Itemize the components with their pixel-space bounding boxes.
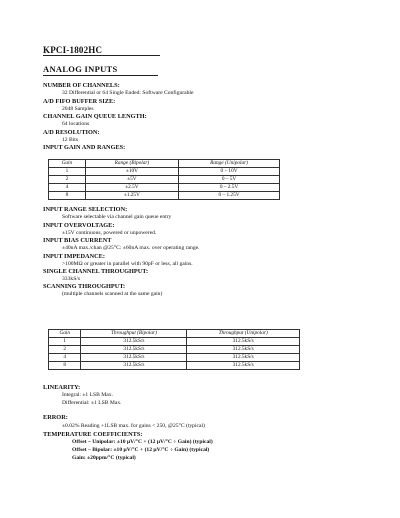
table-cell: 4 (49, 184, 86, 192)
scan-throughput-table (48, 329, 300, 370)
error-value: ±0.02% Reading +1LSB max. for gains < 250, @25°C (typical) (62, 423, 205, 429)
table-cell: ±2.5V (85, 184, 178, 192)
linearity-heading: LINEARITY: (43, 384, 81, 391)
single-throughput-heading: SINGLE CHANNEL THROUGHPUT: (43, 268, 149, 275)
table-row (49, 192, 280, 200)
queue-heading: CHANNEL GAIN QUEUE LENGTH: (43, 113, 147, 120)
table-cell: 0 – 1.25V (179, 192, 280, 200)
table-cell: 1 (49, 338, 81, 346)
table-cell: ±1.25V (85, 192, 178, 200)
fifo-heading: A/D FIFO BUFFER SIZE: (43, 98, 116, 105)
scanning-heading: SCANNING THROUGHPUT: (43, 283, 126, 290)
table-header-cell: Range (Unipolar) (179, 160, 280, 168)
table-header-cell: Gain (49, 330, 81, 338)
table-header-cell: Range (Bipolar) (85, 160, 178, 168)
table-header-cell: Gain (49, 160, 86, 168)
single-throughput-value: 333kS/s (62, 276, 81, 282)
title-underline (43, 55, 160, 56)
table-cell: 2 (49, 176, 86, 184)
page-title: KPCI-1802HC (43, 45, 103, 55)
overvoltage-value: ±15V continuous, powered or unpowered. (62, 230, 157, 236)
queue-value: 64 locations (62, 121, 90, 127)
table-cell: 312.5kS/s (187, 346, 300, 354)
table-cell: 312.5kS/s (187, 354, 300, 362)
bias-current-value: ±40nA max./chan @25°C: ±60nA max. over operating range. (62, 245, 200, 251)
bias-current-heading: INPUT BIAS CURRENT (43, 237, 112, 244)
table-cell: 1 (49, 168, 86, 176)
table-cell: 312.5kS/s (81, 338, 187, 346)
table-cell: 8 (49, 192, 86, 200)
table-cell: 4 (49, 354, 81, 362)
fifo-value: 2048 Samples (62, 106, 94, 112)
scanning-value: (multiple channels scanned at the same gain) (62, 291, 163, 297)
table-cell: 2 (49, 346, 81, 354)
impedance-heading: INPUT IMPEDANCE: (43, 253, 105, 260)
table-header-cell: Throughput (Unipolar) (187, 330, 300, 338)
overvoltage-heading: INPUT OVERVOLTAGE: (43, 222, 115, 229)
error-heading: ERROR: (43, 414, 68, 421)
table-cell: 0 – 5V (179, 176, 280, 184)
table-cell: 312.5kS/s (81, 346, 187, 354)
table-cell: 312.5kS/s (81, 354, 187, 362)
section-heading: ANALOG INPUTS (43, 64, 118, 74)
tempco-heading: TEMPERATURE COEFFICIENTS: (43, 431, 143, 438)
table-row (49, 176, 280, 184)
channels-value: 32 Differential or 64 Single Ended: Software Configurable (62, 90, 194, 96)
table-row (49, 354, 300, 362)
table-row (49, 168, 280, 176)
linearity-integral: Integral: ±1 LSB Max. (62, 392, 113, 398)
table-cell: 312.5kS/s (81, 362, 187, 370)
impedance-value: >100MΩ or greater in parallel with 90pF or less, all gains. (62, 261, 193, 267)
table-row (49, 184, 280, 192)
gain-ranges-heading: INPUT GAIN AND RANGES: (43, 144, 126, 151)
gain-range-table (48, 159, 280, 200)
tempco-unipolar: Offset – Unipolar: ±10 μV/°C + (12 μV/°C ÷ Gain) (typical) (72, 439, 213, 445)
table-cell: 0 – 10V (179, 168, 280, 176)
table-row (49, 338, 300, 346)
table-header-row (49, 330, 300, 338)
table-cell: 0 – 2.5V (179, 184, 280, 192)
table-cell: ±10V (85, 168, 178, 176)
table-cell: ±5V (85, 176, 178, 184)
table-row (49, 346, 300, 354)
table-cell: 312.5kS/s (187, 338, 300, 346)
table-row (49, 362, 300, 370)
linearity-differential: Differential: ±1 LSB Max. (62, 400, 122, 406)
channels-heading: NUMBER OF CHANNELS: (43, 82, 120, 89)
tempco-bipolar: Offset – Bipolar: ±10 μV/°C + (12 μV/°C ÷ Gain) (typical) (72, 447, 210, 453)
resolution-heading: A/D RESOLUTION: (43, 129, 100, 136)
table-header-cell: Throughput (Bipolar) (81, 330, 187, 338)
range-selection-value: Software selectable via channel gain queue entry (62, 214, 172, 220)
range-selection-heading: INPUT RANGE SELECTION: (43, 206, 128, 213)
resolution-value: 12 Bits (62, 137, 79, 143)
section-underline (43, 75, 158, 76)
table-header-row (49, 160, 280, 168)
table-cell: 312.5kS/s (187, 362, 300, 370)
table-cell: 8 (49, 362, 81, 370)
tempco-gain: Gain: ±20ppm/°C (typical) (72, 455, 136, 461)
